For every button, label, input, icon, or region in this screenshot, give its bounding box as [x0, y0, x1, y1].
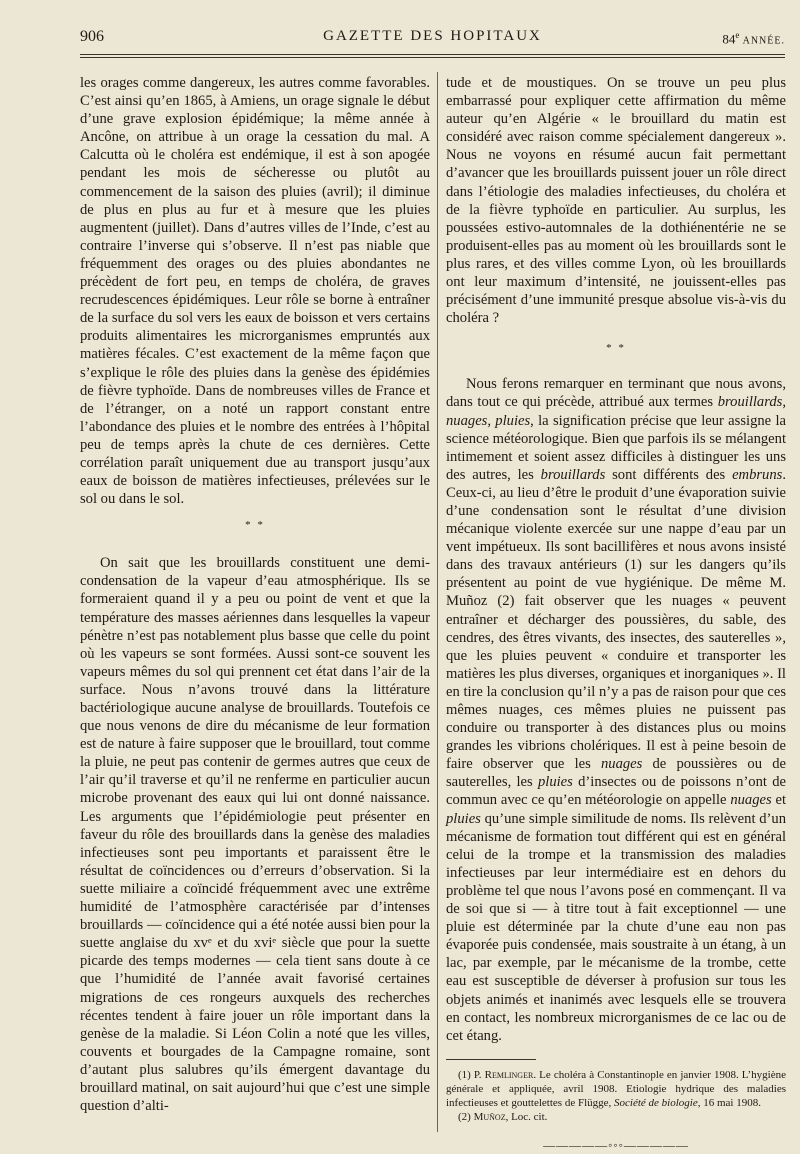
page-header [80, 26, 785, 52]
italic-term: nuages [730, 792, 772, 809]
italic-term: embruns [732, 466, 783, 483]
text-run: , Loc. cit. [505, 1110, 548, 1123]
end-ornament: —————◦◦◦————— [543, 1137, 689, 1152]
header-rule-bottom [80, 57, 785, 58]
footnote-author: Muñoz [473, 1110, 506, 1123]
text-run: qu’une simple similitude de noms. Ils relèvent d’un mécanisme de formation tout différent qui est en général celui de la trompe et la transmission des maladies infectieuses par leur intermédiaire est en dehors du problème tel que nous l’avons posé en commençant. Il va de soi que si — à titre tout à fait exceptionnel — une pluie est déterminée par la chute d’une eau non pas évaporée puis condensée, mais soustraite à un étang, à un lac, par exemple, par le mécanisme de la trombe, cette eau est susceptible de déverser à profusion sur tous les objets animés et inanimés avec lesquels elle se trouvera en contact, les nombreux microrganismes de ce lac ou de cet étang. [446, 810, 786, 1044]
right-paragraph-2 [446, 375, 786, 1044]
year-label [722, 30, 785, 47]
text-run: Nous ferons remarquer en terminant que nous avons, dans tout ce qui précède, attribué aux termes [446, 376, 786, 411]
section-separator-right: * * [606, 342, 626, 355]
year-word: ANNÉE. [742, 35, 785, 47]
header-rule-top [80, 54, 785, 55]
footnote-author: Remlinger [484, 1068, 534, 1081]
text-run: d’insectes ou de poissons n’ont de commun avec ce qu’en météorologie on appelle [446, 774, 786, 809]
italic-term: nuages [600, 756, 643, 773]
text-run: (1) P. [458, 1068, 485, 1081]
italic-terms: brouillards, nuages, pluies [446, 394, 786, 429]
text-run: sont différents des [605, 466, 733, 483]
year-number: 84 [722, 31, 736, 47]
year-suffix: e [735, 30, 740, 40]
right-column [446, 74, 786, 1154]
text-run: , la signification précise que leur assigne la science météorologique. Bien que parfois ils se mélangent intimement et soient assez difficiles à distinguer les uns des autres, les [446, 412, 786, 483]
italic-term: brouillards [540, 466, 606, 483]
footnote-rule [446, 1059, 536, 1060]
footnote-2 [446, 1110, 786, 1124]
text-run: de poussières ou de sauterelles, les [446, 756, 786, 791]
left-paragraph-2: On sait que les brouillards constituent une demi-condensation de la vapeur d’eau atmosphérique. Ils se formeraient quand il y a peu ou point de vent et que la température des masses aériennes dans lesquelles la vapeur pénètre n’est pas notablement plus basse que celle du point où les vapeurs se sont formées. Aussi sont-ce souvent les vapeurs mêmes du sol qui prennent cet état dans l’air de la surface. Nous n’avons trouvé dans la littérature bactériologique aucune analyse de brouillards. Toutefois ce que nous venons de dire du mécanisme de leur formation est de nature à faire supposer que le brouillard, tout comme la pluie, ne peut pas contenir de germes autres que ceux de l’air qu’il traverse et qu’il ne renferme en particulier aucun microbe provenant des eaux qui lui ont donné naissance. Les arguments que l’épidémiologie peut présenter en faveur du rôle des brouillards dans la genèse des maladies infectieuses sont peu importants et paraissent être le résultat de coïncidences ou d’erreurs d’observation. Si la suette miliaire a coïncidé fréquemment avec une extrême humidité de l’atmosphère caractérisée par d’intenses brouillards — coïncidence qui a été notée aussi bien pour la suette anglaise du xvᵉ et du xviᵉ siècle que pour la suette picarde des temps modernes — cela tient sans doute à ce que l’humidité de l’année avait favorisé certaines migrations de ces rongeurs auxquels des recherches récentes tendent à faire jouer un rôle important dans la genèse de la maladie. Si Léon Colin a noté que les villes, couvents et bourgades de la Campagne romaine, sont d’autant plus salubres qu’ils émergent davantage du brouillard matinal, on sait aujourd’hui que c’est une simple question d’alti- [80, 555, 430, 1115]
text-run: . Le choléra à Constantinople en janvier 1908. L’hygiène générale et appliquée, avril 1908. Etiologie hydrique des maladies infectieuses et gouttelettes de Flügge, [446, 1068, 786, 1109]
right-paragraph-1: tude et de moustiques. On se trouve un peu plus embarrassé pour expliquer cette affirmation du même auteur qu’en Algérie « le brouillard du matin est considéré avec raison comme spécialement dangereux ». Nous ne voyons en résumé aucun fait permettant d’avancer que les brouillards puissent jouer un rôle direct dans l’étiologie des maladies infectieuses, du choléra et de la fièvre typhoïde en particulier. Au surplus, les poussées estivo-automnales de la dothiénentérie ne se produisent-elles pas au moment où les brouillards sont le plus rares, et des villes comme Lyon, où les brouillards ont leur maximum d’intensité, ne jouissent-elles pas précisément d’une immunité presque absolue vis-à-vis du choléra ? [446, 75, 786, 327]
footnote-1 [446, 1068, 786, 1110]
section-separator: * * [245, 519, 265, 532]
left-column [80, 74, 430, 1115]
page-number: 906 [80, 28, 104, 45]
footnote-journal: Société de biologie [614, 1096, 698, 1109]
text-run: (2) [458, 1110, 474, 1123]
text-run: et [771, 792, 787, 809]
text-run: . Ceux-ci, au lieu d’être le produit d’une évaporation suivie d’une condensation sont le résultat d’une division mécanique violente exercée sur une nappe d’eau par un vent impétueux. Ils sont bacillifères et nous avons insisté dans des travaux antérieurs (1) sur les dangers qu’ils présentent au point de vue hygiénique. De même M. Muñoz (2) fait observer que les nuages « peuvent entraîner et décharger des poussières, du sable, des cendres, des êtres vivants, des insectes, des sauterelles », que les pluies peuvent « conduire et transporter les matières les plus diverses, organiques et inorganiques ». Il en tire la conclusion qu’il n’y a pas de raison pour que ces mêmes nuages, ces mêmes pluies ne puissent pas conduire ou transporter à des distances plus ou moins grandes les vibrions cholériques. Il est à peine besoin de faire observer que les [446, 466, 786, 773]
text-run: , 16 mai 1908. [697, 1096, 761, 1109]
italic-term: pluies [537, 774, 573, 791]
italic-term: pluies [446, 810, 481, 827]
column-separator [437, 72, 438, 1132]
left-paragraph-1: les orages comme dangereux, les autres comme favorables. C’est ainsi qu’en 1865, à Amiens, un orage signale le début d’une grave explosion épidémique; la même année à Ancône, on attribue à un orage la cessation du mal. A Calcutta où le choléra est endémique, il est à son apogée pendant les mois de sécheresse ou plutôt au commencement de la saison des pluies (avril); il diminue de plus en plus au fur et à mesure que les pluies augmentent (juillet). Dans d’autres villes de l’Inde, c’est au contraire l’inverse qui s’observe. Il n’est pas niable que fréquemment des orages ou des pluies abondantes ne précèdent de fort peu, en temps de choléra, de graves recrudescences épidémiques. Leur rôle se borne à entraîner de la surface du sol vers les eaux de boisson et vers certains produits alimentaires les microrganismes empruntés aux matières fécales. C’est exactement de la même façon que s’explique le rôle des pluies dans la genèse des épidémies de fièvre typhoïde. Dans de nombreuses villes de France et de l’étranger, on a noté un rapport constant entre l’abondance des pluies et le nombre des entrées à l’hôpital peu de temps après la chute de ces dernières. Cette corrélation paraît uniquement due au transport jusqu’aux eaux de boisson de matières infectieuses, prélevées sur le sol ou dans le sol. [80, 75, 430, 508]
journal-title: GAZETTE DES HOPITAUX [323, 28, 542, 44]
